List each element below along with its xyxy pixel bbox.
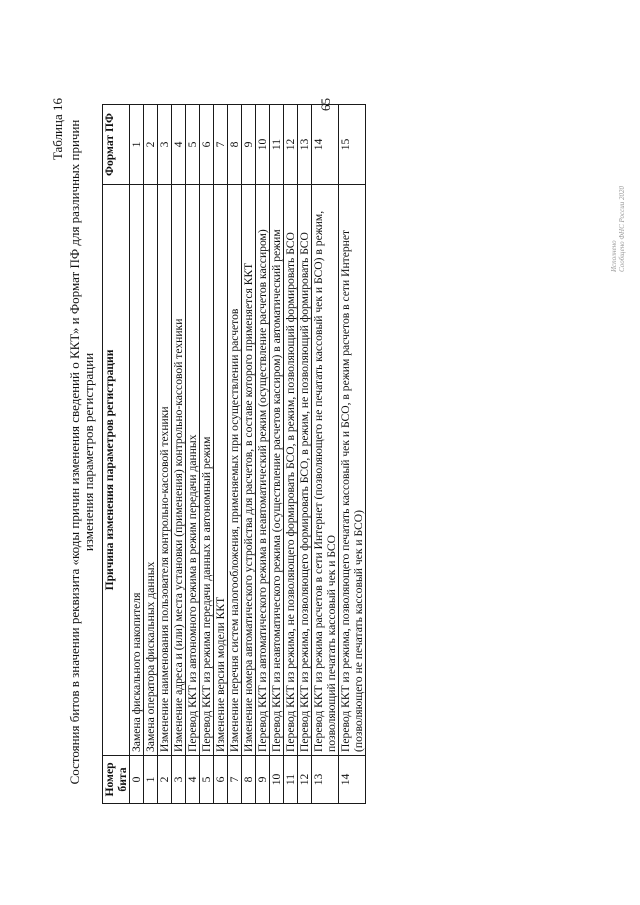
format-cell: 7 (214, 105, 228, 185)
bit-number-cell: 2 (158, 756, 172, 804)
bit-number-cell: 7 (228, 756, 242, 804)
header-reason: Причина изменения параметров регистрации (103, 185, 130, 756)
reason-cell: Изменение номера автоматического устройства для расчетов, в составе которого применяется ККТ (242, 185, 256, 756)
table-label: Таблица 16 (50, 98, 65, 161)
format-cell: 10 (256, 105, 270, 185)
reason-cell: Изменение перечня систем налогообложения, применяемых при осуществлении расчетов (228, 185, 242, 756)
bit-number-cell: 6 (214, 756, 228, 804)
format-cell: 5 (186, 105, 200, 185)
bit-number-cell: 0 (130, 756, 144, 804)
format-cell: 13 (298, 105, 312, 185)
format-cell: 11 (270, 105, 284, 185)
bit-number-cell: 1 (144, 756, 158, 804)
format-cell: 4 (172, 105, 186, 185)
reason-cell: Замена оператора фискальных данных (144, 185, 158, 756)
table-row (284, 105, 298, 804)
format-cell: 8 (228, 105, 242, 185)
reason-cell: Изменение наименования пользователя контрольно-кассовой техники (158, 185, 172, 756)
stamp-line: Сообщено ФНС России 2020 (618, 185, 626, 272)
table-body (130, 105, 366, 804)
rotated-page (50, 92, 626, 812)
table-row (214, 105, 228, 804)
reasons-table (102, 104, 366, 804)
reason-cell: Перевод ККТ из автономного режима в режим передачи данных (186, 185, 200, 756)
header-format: Формат ПФ (103, 105, 130, 185)
bit-number-cell: 8 (242, 756, 256, 804)
format-cell: 2 (144, 105, 158, 185)
stamp-line: Исполнено (610, 240, 618, 272)
table-row (144, 105, 158, 804)
format-cell: 6 (200, 105, 214, 185)
table-row (200, 105, 214, 804)
bit-number-cell: 9 (256, 756, 270, 804)
bit-number-cell: 4 (186, 756, 200, 804)
bit-number-cell: 3 (172, 756, 186, 804)
table-row (186, 105, 200, 804)
table-row (172, 105, 186, 804)
table-row (339, 105, 366, 804)
table-row (130, 105, 144, 804)
reason-cell: Перевод ККТ из автоматического режима в неавтоматический режим (осуществление расчетов кассиром) (256, 185, 270, 756)
bit-number-cell: 12 (298, 756, 312, 804)
registration-stamp (610, 186, 626, 272)
table-caption: Состояния битов в значении реквизита «коды причин изменения сведений о ККТ» и Формат ПФ для различных причин изменения параметров регистрации (67, 119, 96, 785)
reason-cell: Изменение версии модели ККТ (214, 185, 228, 756)
table-row (312, 105, 339, 804)
page-number: 65 (318, 98, 333, 111)
table-header-row (103, 105, 130, 804)
header-bit-number: Номер бита (103, 756, 130, 804)
reason-cell: Перевод ККТ из режима передачи данных в автономный режим (200, 185, 214, 756)
format-cell: 9 (242, 105, 256, 185)
format-cell: 15 (339, 105, 366, 185)
table-row (256, 105, 270, 804)
reason-cell: Перевод ККТ из режима, не позволяющего формировать БСО, в режим, позволяющий формировать БСО (284, 185, 298, 756)
table-row (228, 105, 242, 804)
bit-number-cell: 10 (270, 756, 284, 804)
reason-cell: Перевод ККТ из режима расчетов в сети Интернет (позволяющего не печатать кассовый чек и БСО) в режим, позволяющий печатать кассовый чек и БСО (312, 185, 339, 756)
bit-number-cell: 11 (284, 756, 298, 804)
table-row (158, 105, 172, 804)
reason-cell: Перевод ККТ из режима, позволяющего печатать кассовый чек и БСО, в режим расчетов в сети Интернет (позволяющего не печатать кассовый чек и БСО) (339, 185, 366, 756)
reason-cell: Перевод ККТ из режима, позволяющего формировать БСО, в режим, не позволяющий формировать БСО (298, 185, 312, 756)
format-cell: 1 (130, 105, 144, 185)
format-cell: 12 (284, 105, 298, 185)
format-cell: 3 (158, 105, 172, 185)
reason-cell: Изменение адреса и (или) места установки (применения) контрольно-кассовой техники (172, 185, 186, 756)
bit-number-cell: 13 (312, 756, 339, 804)
table-row (298, 105, 312, 804)
format-cell: 14 (312, 105, 339, 185)
reason-cell: Перевод ККТ из неавтоматического режима (осуществление расчетов кассиром) в автоматический режим (270, 185, 284, 756)
bit-number-cell: 5 (200, 756, 214, 804)
reason-cell: Замена фискального накопителя (130, 185, 144, 756)
table-row (242, 105, 256, 804)
table-row (270, 105, 284, 804)
bit-number-cell: 14 (339, 756, 366, 804)
